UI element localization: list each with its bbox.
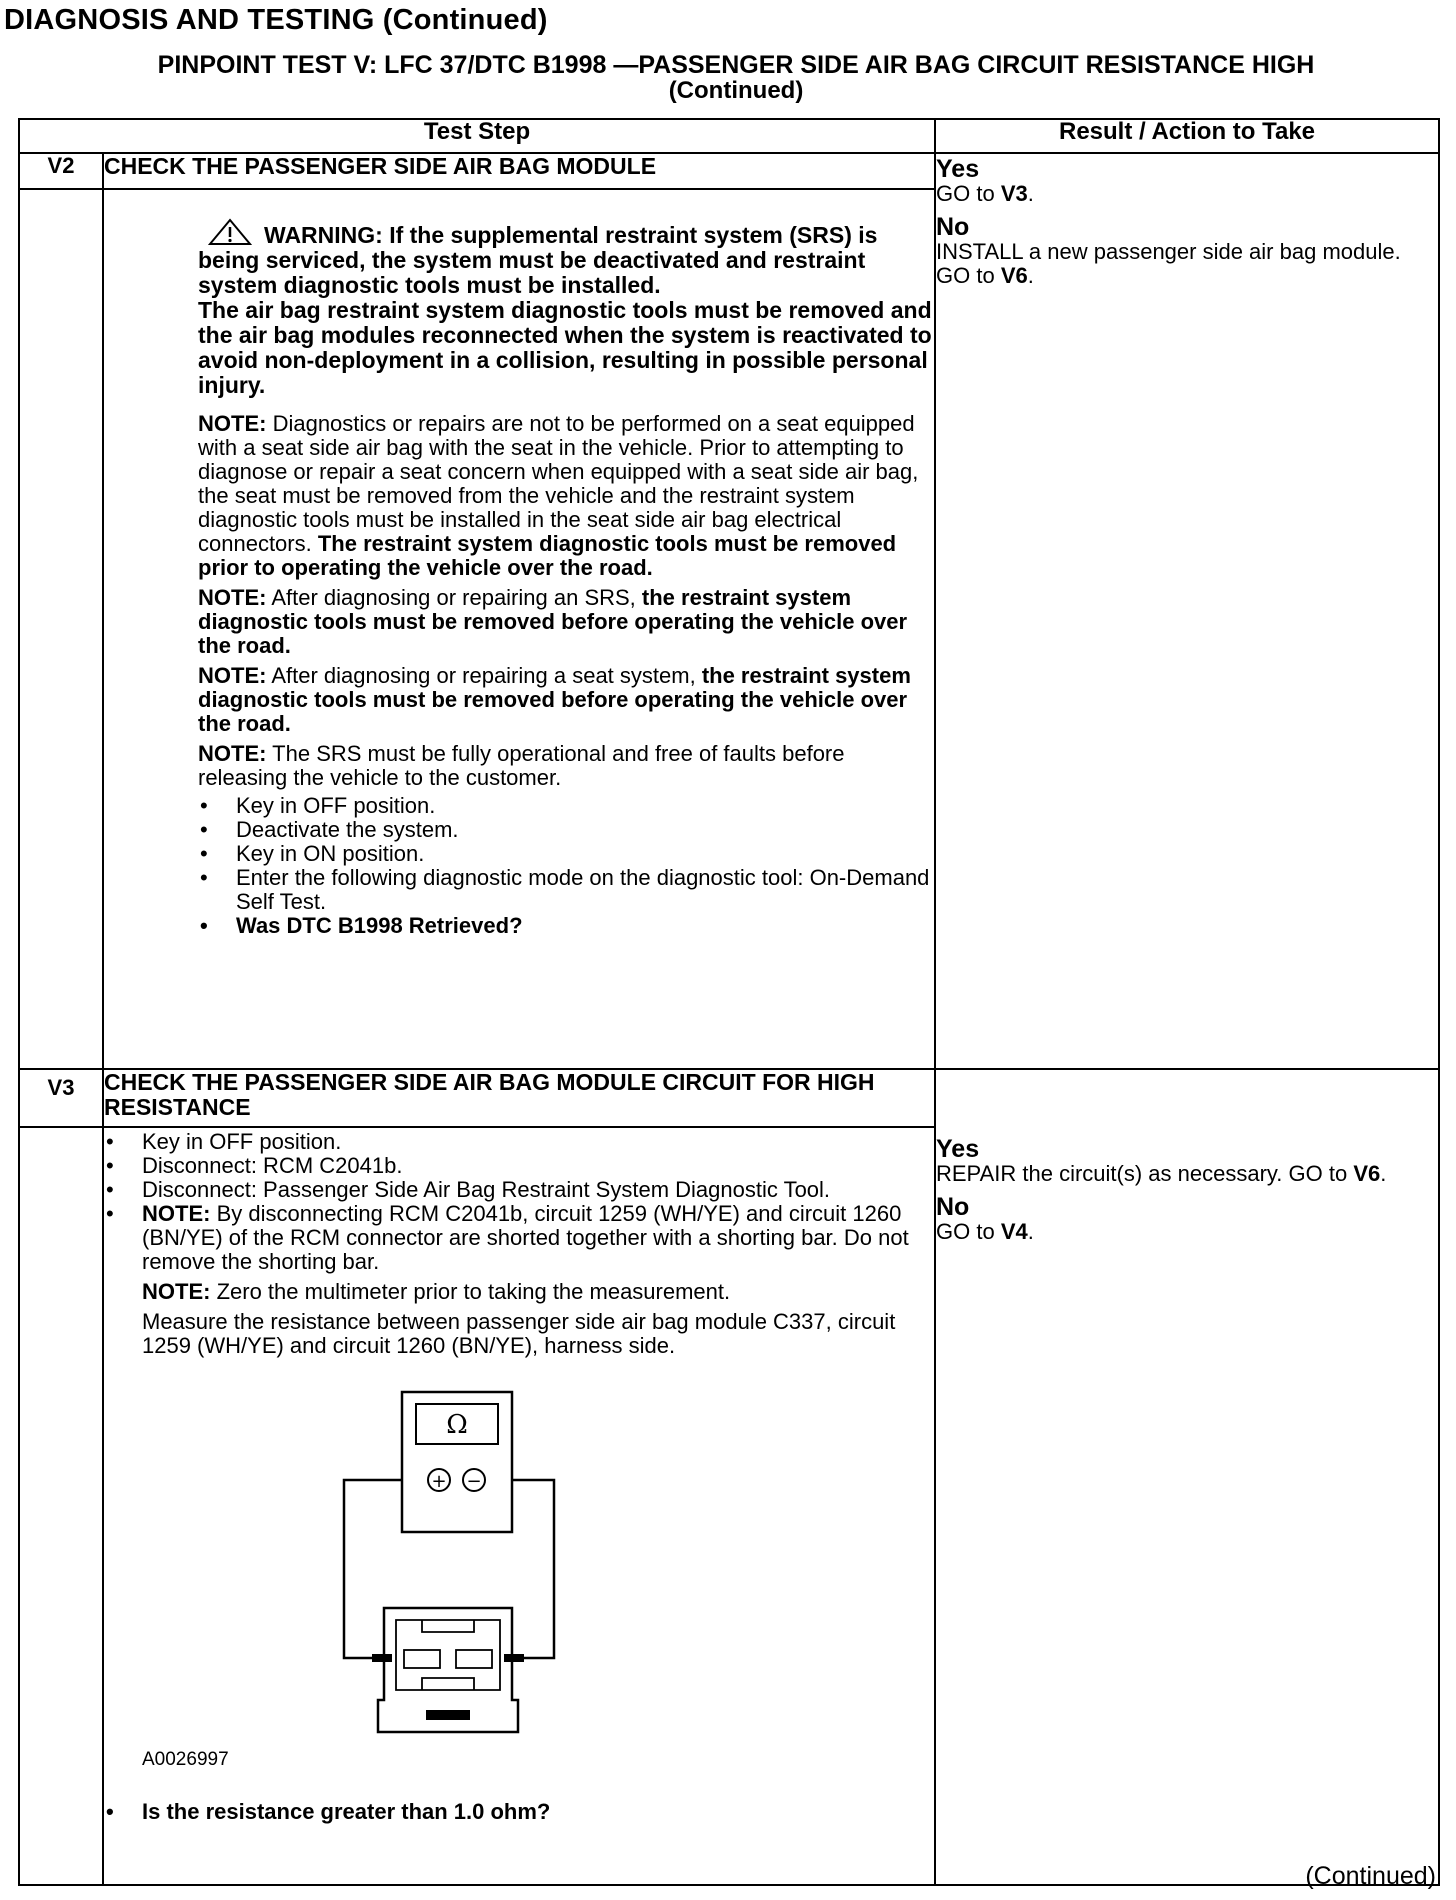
note-srs: NOTE: After diagnosing or repairing an SRS, the restraint system diagnostic tools must be removed before operating the vehicle over the road. [198, 585, 908, 658]
connector-latch [426, 1710, 470, 1720]
measure-instruction: Measure the resistance between passenger side air bag module C337, circuit 1259 (WH/YE) and circuit 1260 (BN/YE), harness side. [142, 1309, 896, 1358]
step-id-v3: V3 [19, 1069, 103, 1127]
result-no-label: No [936, 1193, 970, 1221]
continued-footer: (Continued) [1305, 1862, 1436, 1890]
minus-symbol: − [466, 1471, 482, 1492]
note-seat-side: NOTE: Diagnostics or repairs are not to be performed on a seat equipped with a seat side air bag with the seat in the vehicle. Prior to attempting to diagnose or repair a seat concern when equipped with a seat side air bag, the seat must be removed from the vehicle and the restraint system diagnostic tools must be installed in the seat side air bag electrical connectors. The restraint system diagnostic tools must be removed prior to operating the vehicle over the road. [198, 411, 919, 580]
list-item: • Key in OFF position. [198, 794, 934, 818]
probe-tip [372, 1654, 392, 1662]
list-item: • Disconnect: Passenger Side Air Bag Restraint System Diagnostic Tool. [104, 1178, 934, 1202]
result-no-action: INSTALL a new passenger side air bag module. GO to V6. [936, 239, 1401, 288]
result-yes-label: Yes [936, 1135, 980, 1163]
result-no-label: No [936, 213, 970, 241]
v3-step-list [104, 1130, 934, 1274]
note-zero-meter: NOTE: Zero the multimeter prior to taking the measurement. [142, 1279, 731, 1304]
ohm-symbol: Ω [446, 1410, 468, 1440]
warning-text-2: The air bag restraint system diagnostic tools must be removed and the air bag modules reconnected when the system is reactivated to avoid non-deployment in a collision, resulting in possible personal injury. [198, 297, 932, 398]
note-seat-system: NOTE: After diagnosing or repairing a seat system, the restraint system diagnostic tools must be removed before operating the vehicle over the road. [198, 663, 911, 736]
multimeter-diagram [104, 1388, 604, 1748]
v3-question-list [104, 1800, 934, 1824]
plus-symbol: + [431, 1471, 447, 1492]
v2-step-list [198, 794, 934, 938]
list-item: • Key in OFF position. [104, 1130, 934, 1154]
figure-id: A0026997 [142, 1749, 229, 1770]
pinpoint-test-table [18, 118, 1440, 1886]
page-title: DIAGNOSIS AND TESTING (Continued) [4, 4, 548, 36]
result-yes-action: GO to V3. [936, 181, 1034, 206]
result-yes-label: Yes [936, 155, 980, 183]
list-item: • Key in ON position. [198, 842, 934, 866]
list-item: • NOTE: By disconnecting RCM C2041b, circuit 1259 (WH/YE) and circuit 1260 (BN/YE) of the RCM connector are shorted together with a shorting bar. Do not remove the shorting bar. [104, 1202, 934, 1274]
v3-question: • Is the resistance greater than 1.0 ohm? [104, 1800, 934, 1824]
probe-tip [504, 1654, 524, 1662]
list-item: • Deactivate the system. [198, 818, 934, 842]
result-no-action: GO to V4. [936, 1219, 1034, 1244]
connector-terminal [456, 1650, 492, 1668]
negative-lead [508, 1480, 554, 1658]
step-id-v2: V2 [19, 153, 103, 189]
step-title-v3: CHECK THE PASSENGER SIDE AIR BAG MODULE CIRCUIT FOR HIGH RESISTANCE [103, 1069, 935, 1127]
test-step-header: Test Step [19, 119, 935, 153]
step-body-v2 [103, 189, 935, 1069]
step-title-v2: CHECK THE PASSENGER SIDE AIR BAG MODULE [103, 153, 935, 189]
note-srs-operational: NOTE: The SRS must be fully operational and free of faults before releasing the vehicle to the customer. [198, 741, 845, 790]
connector-terminal [404, 1650, 440, 1668]
result-header: Result / Action to Take [935, 119, 1439, 153]
step-body-v3 [103, 1127, 935, 1885]
list-item: • Disconnect: RCM C2041b. [104, 1154, 934, 1178]
result-yes-action: REPAIR the circuit(s) as necessary. GO to V6. [936, 1161, 1387, 1186]
positive-lead [344, 1480, 402, 1658]
result-v2 [935, 153, 1439, 1069]
subtitle-line1: PINPOINT TEST V: LFC 37/DTC B1998 —PASSENGER SIDE AIR BAG CIRCUIT RESISTANCE HIGH [157, 51, 1315, 79]
pinpoint-test-title [18, 52, 1454, 104]
v2-question: • Was DTC B1998 Retrieved? [198, 914, 934, 938]
subtitle-line2: (Continued) [668, 77, 804, 104]
warning-text: WARNING: If the supplemental restraint system (SRS) is being serviced, the system must be deactivated and restraint system diagnostic tools must be installed. [198, 218, 934, 298]
warning-icon [208, 218, 252, 246]
resistance-diagram [104, 1388, 604, 1748]
list-item: • Enter the following diagnostic mode on the diagnostic tool: On-Demand Self Test. [198, 866, 934, 914]
result-v3 [935, 1069, 1439, 1885]
